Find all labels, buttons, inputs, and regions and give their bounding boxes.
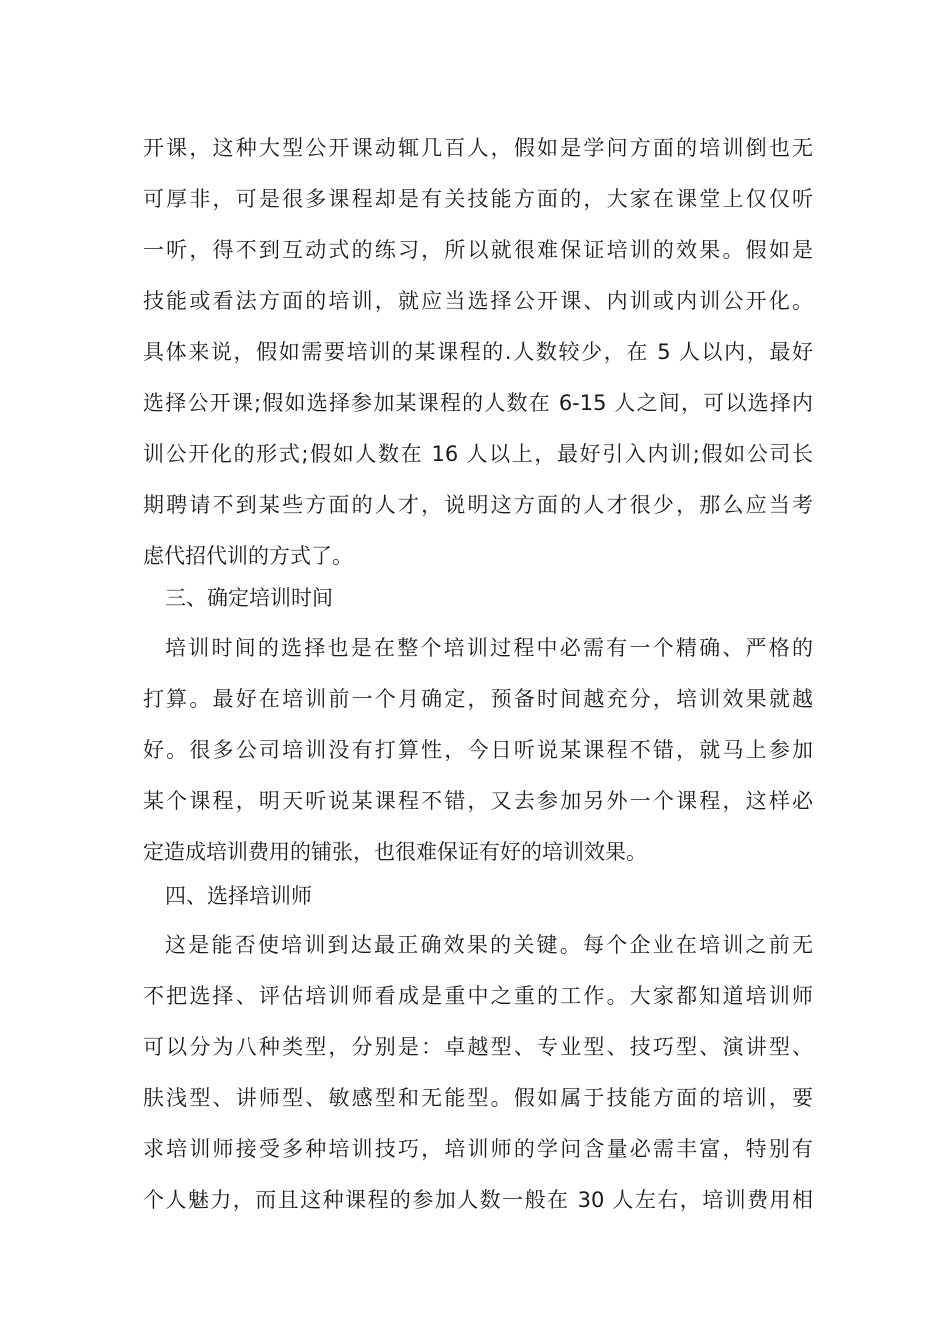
paragraph-line: 可以分为八种类型，分别是：卓越型、专业型、技巧型、演讲型、 — [143, 1035, 813, 1059]
paragraph-line: 好。很多公司培训没有打算性，今日听说某课程不错，就马上参加 — [143, 738, 813, 762]
paragraph-line: 具体来说，假如需要培训的某课程的.人数较少，在 5 人以内，最好 — [143, 340, 813, 364]
paragraph-line: 技能或看法方面的培训，就应当选择公开课、内训或内训公开化。 — [143, 289, 813, 313]
paragraph-line: 培训时间的选择也是在整个培训过程中必需有一个精确、严格的 — [165, 636, 813, 660]
paragraph-line: 期聘请不到某些方面的人才，说明这方面的人才很少，那么应当考 — [143, 493, 813, 517]
paragraph-line: 某个课程，明天听说某课程不错，又去参加另外一个课程，这样必 — [143, 789, 813, 813]
paragraph-line: 开课，这种大型公开课动辄几百人，假如是学问方面的培训倒也无 — [143, 136, 813, 160]
paragraph-line: 训公开化的形式;假如人数在 16 人以上，最好引入内训;假如公司长 — [143, 442, 813, 466]
paragraph-line: 可厚非，可是很多课程却是有关技能方面的，大家在课堂上仅仅听 — [143, 187, 813, 211]
paragraph-line: 打算。最好在培训前一个月确定，预备时间越充分，培训效果就越 — [143, 687, 813, 711]
section-heading: 四、选择培训师 — [165, 884, 312, 908]
paragraph-line: 一听，得不到互动式的练习，所以就很难保证培训的效果。假如是 — [143, 238, 813, 262]
paragraph-line: 这是能否使培训到达最正确效果的关键。每个企业在培训之前无 — [165, 933, 813, 957]
paragraph-line: 选择公开课;假如选择参加某课程的人数在 6-15 人之间，可以选择内 — [143, 391, 813, 415]
paragraph-line: 虑代招代训的方式了。 — [143, 544, 353, 568]
paragraph-line: 个人魅力，而且这种课程的参加人数一般在 30 人左右，培训费用相 — [143, 1188, 813, 1212]
paragraph-line: 定造成培训费用的铺张，也很难保证有好的培训效果。 — [143, 840, 647, 864]
section-heading: 三、确定培训时间 — [165, 586, 333, 610]
paragraph-line: 肤浅型、讲师型、敏感型和无能型。假如属于技能方面的培训，要 — [143, 1086, 813, 1110]
paragraph-line: 求培训师接受多种培训技巧，培训师的学问含量必需丰富，特别有 — [143, 1137, 813, 1161]
paragraph-line: 不把选择、评估培训师看成是重中之重的工作。大家都知道培训师 — [143, 984, 813, 1008]
